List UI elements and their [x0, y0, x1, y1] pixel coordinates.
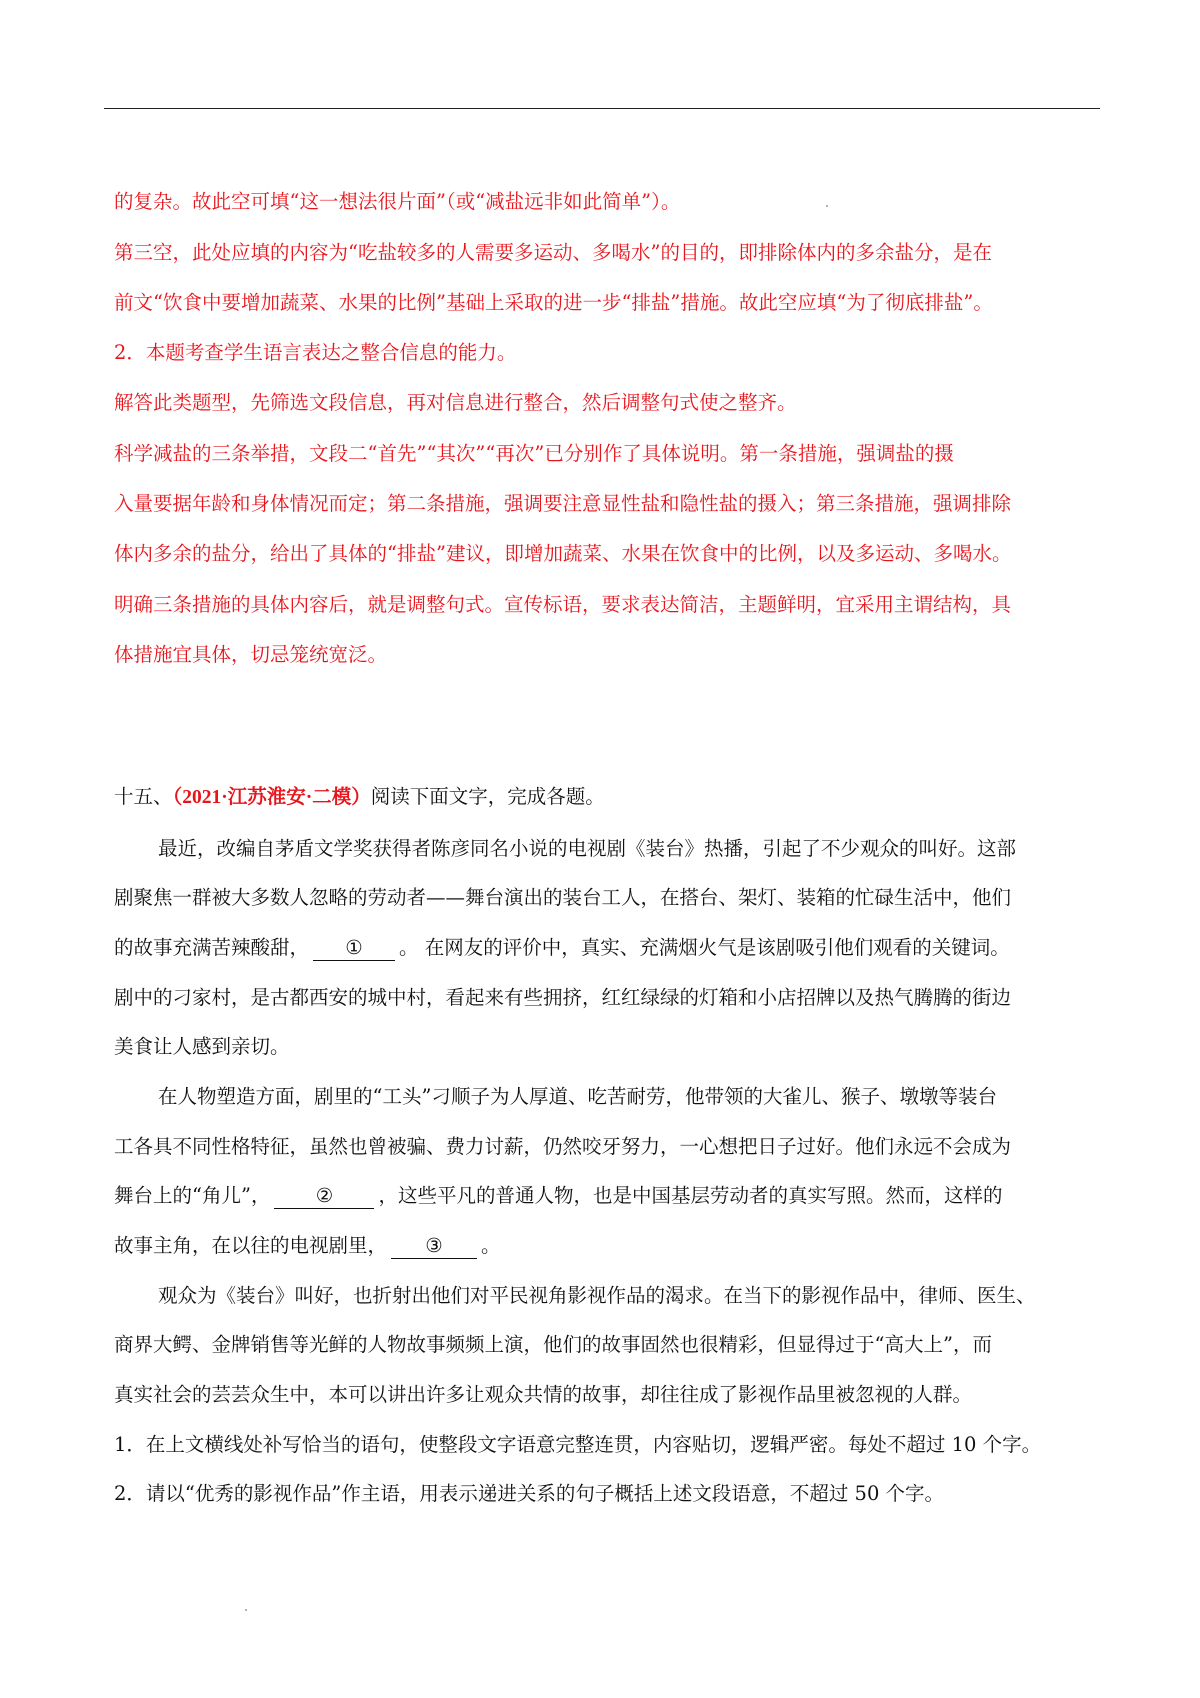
answer-line-10: 体措施宜具体，切忌笼统宽泛。 [114, 643, 388, 666]
answer-line-2: 第三空，此处应填的内容为“吃盐较多的人需要多运动、多喝水”的目的，即排除体内的多余盐分，是在 [114, 241, 992, 264]
blank-1: ① [313, 936, 395, 961]
answer-line-8: 体内多余的盐分，给出了具体的“排盐”建议，即增加蔬菜、水果在饮食中的比例，以及多运动、多喝水。 [114, 542, 1012, 565]
scan-speck [826, 205, 828, 207]
answer-line-3: 前文“饮食中要增加蔬菜、水果的比例”基础上采取的进一步“排盐”措施。故此空应填“为了彻底排盐”。 [114, 291, 993, 314]
blank-3: ③ [391, 1234, 477, 1259]
passage-p2-line-3: 舞台上的“角儿”， ② ，这些平凡的普通人物，也是中国基层劳动者的真实写照。然而，这样的 [114, 1184, 1003, 1207]
answer-line-9: 明确三条措施的具体内容后，就是调整句式。宣传标语，要求表达简洁，主题鲜明，宜采用主谓结构，具 [114, 593, 1012, 616]
task-1: 1．在上文横线处补写恰当的语句，使整段文字语意完整连贯，内容贴切，逻辑严密。每处不超过 10 个字。 [114, 1433, 1042, 1456]
passage-p3-line-2: 商界大鳄、金牌销售等光鲜的人物故事频频上演，他们的故事固然也很精彩，但显得过于“高大上”，而 [114, 1333, 992, 1356]
question-instruction: 阅读下面文字，完成各题。 [370, 785, 605, 808]
question-number: 十五、 [114, 785, 173, 808]
header-rule [104, 108, 1100, 109]
answer-line-4: 2．本题考查学生语言表达之整合信息的能力。 [114, 341, 517, 364]
passage-p2-line-2: 工各具不同性格特征，虽然也曾被骗、费力讨薪，仍然咬牙努力，一心想把日子过好。他们永远不会成为 [114, 1135, 1012, 1158]
passage-p1-line-5: 美食让人感到亲切。 [114, 1035, 290, 1058]
answer-line-7: 入量要据年龄和身体情况而定；第二条措施，强调要注意显性盐和隐性盐的摄入；第三条措施，强调排除 [114, 492, 1012, 515]
passage-p2-line-4: 故事主角，在以往的电视剧里， ③ 。 [114, 1234, 501, 1257]
question-heading [114, 783, 1100, 812]
blank-2: ② [274, 1184, 374, 1209]
answer-line-6: 科学减盐的三条举措，文段二“首先”“其次”“再次”已分别作了具体说明。第一条措施，强调盐的摄 [114, 442, 954, 465]
passage-p2-line-1: 在人物塑造方面，剧里的“工头”刁顺子为人厚道、吃苦耐劳，他带领的大雀儿、猴子、墩墩等装台 [158, 1085, 997, 1108]
passage-p1-line-2: 剧聚焦一群被大多数人忽略的劳动者——舞台演出的装台工人，在搭台、架灯、装箱的忙碌生活中，他们 [114, 886, 1012, 909]
answer-line-5: 解答此类题型，先筛选文段信息，再对信息进行整合，然后调整句式使之整齐。 [114, 391, 797, 414]
passage-p3-line-3: 真实社会的芸芸众生中，本可以讲出许多让观众共情的故事，却往往成了影视作品里被忽视的人群。 [114, 1383, 973, 1406]
question-source: （2021·江苏淮安·二模） [172, 787, 371, 808]
passage-p1-line-3: 的故事充满苦辣酸甜， ① 。 在网友的评价中，真实、充满烟火气是该剧吸引他们观看的关键词。 [114, 936, 1010, 959]
scan-speck [245, 1609, 247, 1611]
passage-p1-line-1: 最近，改编自茅盾文学奖获得者陈彦同名小说的电视剧《装台》热播，引起了不少观众的叫好。这部 [158, 837, 1017, 860]
passage-p1-line-4: 剧中的刁家村，是古都西安的城中村，看起来有些拥挤，红红绿绿的灯箱和小店招牌以及热气腾腾的街边 [114, 986, 1012, 1009]
task-2: 2．请以“优秀的影视作品”作主语，用表示递进关系的句子概括上述文段语意，不超过 50 个字。 [114, 1482, 945, 1505]
passage-p3-line-1: 观众为《装台》叫好，也折射出他们对平民视角影视作品的渴求。在当下的影视作品中，律师、医生、 [158, 1284, 1036, 1307]
answer-line-1: 的复杂。故此空可填“这一想法很片面”（或“减盐远非如此简单”）。 [114, 190, 681, 213]
